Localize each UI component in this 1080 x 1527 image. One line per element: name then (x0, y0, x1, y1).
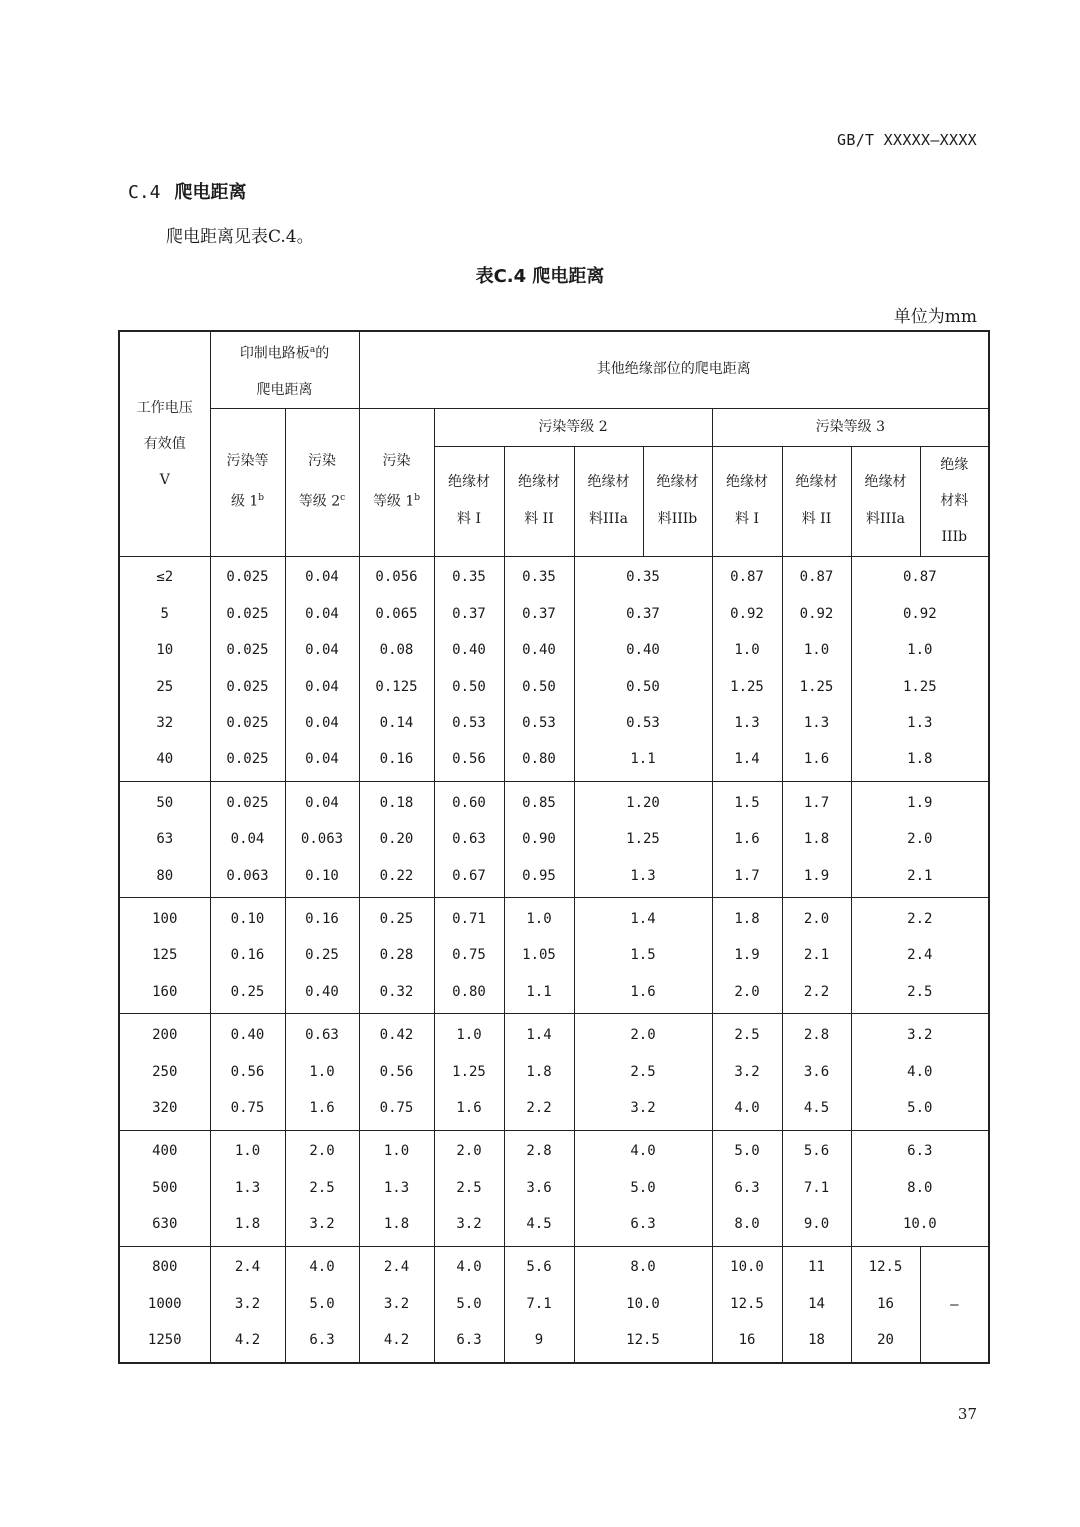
table-cell: 1.5 (712, 782, 782, 822)
table-row (119, 1014, 989, 1054)
table-cell: 2.0 (285, 1130, 359, 1170)
table-cell: 1000 (119, 1286, 210, 1322)
table-cell: 0.04 (285, 556, 359, 596)
table-cell: 0.40 (574, 632, 712, 668)
table-cell: 3.2 (712, 1054, 782, 1090)
table-cell: 0.04 (285, 742, 359, 782)
table-cell: 0.90 (504, 821, 574, 857)
table-cell: 5 (119, 596, 210, 632)
table-cell: 0.92 (782, 596, 851, 632)
table-cell: 1.8 (851, 742, 989, 782)
table-cell: 4.2 (359, 1322, 434, 1362)
table-cell: 0.67 (434, 858, 504, 898)
table-cell: 4.0 (851, 1054, 989, 1090)
table-cell-dash: — (920, 1246, 989, 1363)
table-cell: 2.1 (851, 858, 989, 898)
header-mat3-I: 绝缘材 料 I (712, 446, 782, 556)
table-cell: 2.2 (851, 898, 989, 938)
table-cell: 1.0 (851, 632, 989, 668)
table-cell: 0.37 (504, 596, 574, 632)
table-cell: 1.9 (782, 858, 851, 898)
table-cell: 2.5 (574, 1054, 712, 1090)
table-cell: 0.025 (210, 705, 285, 741)
table-cell: 0.50 (574, 669, 712, 705)
section-number: C.4 (128, 182, 161, 203)
table-cell: 0.04 (285, 596, 359, 632)
table-cell: 800 (119, 1246, 210, 1286)
table-cell: 0.40 (434, 632, 504, 668)
header-pd2: 污染等级 2 (434, 408, 712, 446)
header-pcb-pd2: 污染 等级 2$^c$ (285, 408, 359, 556)
table-cell: 5.6 (504, 1246, 574, 1286)
table-cell: 2.5 (712, 1014, 782, 1054)
header-pcb-group: 印制电路板$^a$的 爬电距离 (210, 331, 359, 408)
header-mat3-II: 绝缘材 料 II (782, 446, 851, 556)
table-cell: 1.6 (285, 1090, 359, 1130)
table-row (119, 669, 989, 705)
table-cell: 0.28 (359, 938, 434, 974)
table-cell: 1.9 (712, 938, 782, 974)
table-cell: 0.92 (712, 596, 782, 632)
table-cell: 160 (119, 974, 210, 1014)
table-row (119, 742, 989, 782)
table-row (119, 556, 989, 596)
table-cell: 4.0 (712, 1090, 782, 1130)
table-cell: 4.0 (574, 1130, 712, 1170)
table-cell: 0.063 (285, 821, 359, 857)
table-cell: 0.18 (359, 782, 434, 822)
table-cell: 0.065 (359, 596, 434, 632)
table-cell: 1.6 (712, 821, 782, 857)
table-row (119, 821, 989, 857)
table-cell: 1.25 (851, 669, 989, 705)
table-cell: 1.3 (359, 1170, 434, 1206)
table-cell: 4.5 (782, 1090, 851, 1130)
table-cell: 1.3 (712, 705, 782, 741)
table-row (119, 1246, 989, 1286)
table-cell: 0.37 (574, 596, 712, 632)
table-cell: 0.37 (434, 596, 504, 632)
table-cell: 0.56 (359, 1054, 434, 1090)
document-code: GB/T XXXXX—XXXX (837, 131, 977, 149)
section-intro: 爬电距离见表C.4。 (166, 227, 314, 247)
table-cell: 0.63 (434, 821, 504, 857)
table-cell: 1.6 (782, 742, 851, 782)
table-cell: 0.40 (504, 632, 574, 668)
table-cell: 4.5 (504, 1206, 574, 1246)
table-cell: 0.025 (210, 782, 285, 822)
table-cell: 4.0 (285, 1246, 359, 1286)
table-cell: 16 (851, 1286, 920, 1322)
header-mat3-IIIa: 绝缘材 料IIIa (851, 446, 920, 556)
table-cell: 0.35 (574, 556, 712, 596)
table-cell: 0.63 (285, 1014, 359, 1054)
table-cell: 2.0 (782, 898, 851, 938)
table-cell: 10.0 (574, 1286, 712, 1322)
table-cell: 2.4 (359, 1246, 434, 1286)
table-row (119, 858, 989, 898)
table-cell: 0.04 (285, 705, 359, 741)
table-cell: 1.6 (574, 974, 712, 1014)
page-number: 37 (957, 1405, 977, 1423)
table-cell: 0.40 (210, 1014, 285, 1054)
table-cell: 0.20 (359, 821, 434, 857)
table-cell: 0.25 (210, 974, 285, 1014)
table-cell: 250 (119, 1054, 210, 1090)
table-cell: 10.0 (712, 1246, 782, 1286)
table-cell: 0.025 (210, 596, 285, 632)
table-cell: 0.025 (210, 669, 285, 705)
table-title: 表C.4 爬电距离 (475, 266, 605, 287)
table-cell: 7.1 (504, 1286, 574, 1322)
table-cell: 320 (119, 1090, 210, 1130)
table-cell: 6.3 (712, 1170, 782, 1206)
table-cell: 0.16 (210, 938, 285, 974)
table-cell: 1.1 (574, 742, 712, 782)
table-cell: 0.04 (210, 821, 285, 857)
header-mat-IIIa: 绝缘材 料IIIa (574, 446, 643, 556)
table-cell: 100 (119, 898, 210, 938)
table-cell: 0.056 (359, 556, 434, 596)
table-cell: 14 (782, 1286, 851, 1322)
table-row (119, 938, 989, 974)
table-cell: 125 (119, 938, 210, 974)
table-cell: 0.025 (210, 556, 285, 596)
table-cell: 2.4 (210, 1246, 285, 1286)
table-cell: 6.3 (851, 1130, 989, 1170)
table-cell: 2.8 (782, 1014, 851, 1054)
table-cell: 1.0 (434, 1014, 504, 1054)
table-cell: 1.3 (210, 1170, 285, 1206)
table-cell: 1.0 (210, 1130, 285, 1170)
table-cell: 0.16 (285, 898, 359, 938)
table-cell: 0.063 (210, 858, 285, 898)
table-cell: 0.53 (504, 705, 574, 741)
table-cell: 1250 (119, 1322, 210, 1362)
table-cell: 0.42 (359, 1014, 434, 1054)
header-other-group: 其他绝缘部位的爬电距离 (359, 331, 989, 408)
table-cell: 8.0 (574, 1246, 712, 1286)
table-body (119, 556, 989, 1363)
table-cell: 3.6 (504, 1170, 574, 1206)
table-cell: 0.85 (504, 782, 574, 822)
table-cell: 3.2 (359, 1286, 434, 1322)
table-row (119, 1286, 989, 1322)
table-cell: 0.75 (434, 938, 504, 974)
table-cell: 0.125 (359, 669, 434, 705)
table-cell: 2.0 (712, 974, 782, 1014)
section-heading (128, 178, 247, 204)
table-cell: 0.53 (574, 705, 712, 741)
table-cell: 10.0 (851, 1206, 989, 1246)
table-cell: 1.3 (782, 705, 851, 741)
table-cell: 3.6 (782, 1054, 851, 1090)
table-cell: 0.025 (210, 632, 285, 668)
table-cell: 0.08 (359, 632, 434, 668)
table-row (119, 1130, 989, 1170)
table-cell: 1.8 (210, 1206, 285, 1246)
table-cell: 0.25 (359, 898, 434, 938)
table-cell: 32 (119, 705, 210, 741)
header-pd3: 污染等级 3 (712, 408, 989, 446)
table-cell: 16 (712, 1322, 782, 1362)
table-cell: 1.4 (574, 898, 712, 938)
table-cell: 8.0 (851, 1170, 989, 1206)
table-cell: 0.87 (782, 556, 851, 596)
table-cell: 1.0 (782, 632, 851, 668)
table-row (119, 782, 989, 822)
table-cell: 0.71 (434, 898, 504, 938)
table-cell: 5.0 (574, 1170, 712, 1206)
table-cell: 1.4 (712, 742, 782, 782)
table-cell: 1.8 (712, 898, 782, 938)
table-cell: 2.5 (851, 974, 989, 1014)
table-cell: 2.1 (782, 938, 851, 974)
table-cell: 630 (119, 1206, 210, 1246)
table-cell: 1.9 (851, 782, 989, 822)
table-cell: 1.20 (574, 782, 712, 822)
table-cell: 500 (119, 1170, 210, 1206)
table-cell: 3.2 (434, 1206, 504, 1246)
header-mat-II: 绝缘材 料 II (504, 446, 574, 556)
table-cell: 80 (119, 858, 210, 898)
table-row (119, 974, 989, 1014)
table-cell: 1.25 (574, 821, 712, 857)
table-cell: 0.025 (210, 742, 285, 782)
table-cell: 1.8 (782, 821, 851, 857)
table-cell: 1.8 (359, 1206, 434, 1246)
table-cell: 5.0 (851, 1090, 989, 1130)
table-cell: 1.05 (504, 938, 574, 974)
table-row (119, 898, 989, 938)
table-cell: 1.25 (782, 669, 851, 705)
table-cell: 20 (851, 1322, 920, 1362)
table-cell: 0.75 (359, 1090, 434, 1130)
table-cell: 1.0 (285, 1054, 359, 1090)
table-cell: 0.75 (210, 1090, 285, 1130)
table-cell: 2.0 (851, 821, 989, 857)
table-cell: 7.1 (782, 1170, 851, 1206)
table-cell: 10 (119, 632, 210, 668)
table-cell: 2.8 (504, 1130, 574, 1170)
section-title: 爬电距离 (174, 182, 247, 203)
table-cell: 1.0 (359, 1130, 434, 1170)
table-cell: 0.40 (285, 974, 359, 1014)
table-cell: 0.32 (359, 974, 434, 1014)
table-cell: 11 (782, 1246, 851, 1286)
table-cell: 3.2 (210, 1286, 285, 1322)
table-cell: 0.56 (434, 742, 504, 782)
table-cell: 5.0 (712, 1130, 782, 1170)
table-cell: 5.6 (782, 1130, 851, 1170)
table-cell: 0.10 (285, 858, 359, 898)
table-row (119, 1170, 989, 1206)
table-cell: 1.3 (851, 705, 989, 741)
table-cell: 0.87 (712, 556, 782, 596)
table-row (119, 596, 989, 632)
table-cell: 1.7 (782, 782, 851, 822)
table-cell: 0.80 (504, 742, 574, 782)
table-row (119, 1322, 989, 1362)
table-cell: 5.0 (434, 1286, 504, 1322)
header-mat-I: 绝缘材 料 I (434, 446, 504, 556)
table-cell: 4.0 (434, 1246, 504, 1286)
table-cell: 6.3 (285, 1322, 359, 1362)
table-cell: 2.4 (851, 938, 989, 974)
table-cell: 0.16 (359, 742, 434, 782)
table-cell: 1.1 (504, 974, 574, 1014)
table-cell: 8.0 (712, 1206, 782, 1246)
table-row (119, 705, 989, 741)
table-cell: 0.25 (285, 938, 359, 974)
table-cell: 2.2 (782, 974, 851, 1014)
table-cell: 2.2 (504, 1090, 574, 1130)
table-cell: 0.50 (504, 669, 574, 705)
table-unit: 单位为mm (893, 307, 977, 327)
table-cell: 1.3 (574, 858, 712, 898)
table-cell: 1.0 (504, 898, 574, 938)
table-cell: 25 (119, 669, 210, 705)
table-cell: 1.5 (574, 938, 712, 974)
table-cell: 2.0 (434, 1130, 504, 1170)
table-cell: 1.25 (434, 1054, 504, 1090)
table-cell: 9 (504, 1322, 574, 1362)
table-cell: 1.8 (504, 1054, 574, 1090)
table-cell: 5.0 (285, 1286, 359, 1322)
header-other-pd1: 污染 等级 1$^b$ (359, 408, 434, 556)
table-cell: 0.60 (434, 782, 504, 822)
table-cell: 2.0 (574, 1014, 712, 1054)
table-cell: 1.0 (712, 632, 782, 668)
table-cell: 0.56 (210, 1054, 285, 1090)
table-cell: 18 (782, 1322, 851, 1362)
table-cell: 12.5 (851, 1246, 920, 1286)
table-cell: ≤2 (119, 556, 210, 596)
table-row (119, 1054, 989, 1090)
table-cell: 6.3 (574, 1206, 712, 1246)
table-cell: 6.3 (434, 1322, 504, 1362)
table-cell: 0.92 (851, 596, 989, 632)
creepage-distance-table (118, 330, 990, 1364)
header-voltage: 工作电压 有效值 V (119, 331, 210, 556)
table-cell: 0.14 (359, 705, 434, 741)
table-cell: 3.2 (851, 1014, 989, 1054)
table-cell: 1.6 (434, 1090, 504, 1130)
table-cell: 1.4 (504, 1014, 574, 1054)
table-cell: 12.5 (712, 1286, 782, 1322)
table-cell: 0.50 (434, 669, 504, 705)
table-row (119, 1090, 989, 1130)
table-cell: 0.22 (359, 858, 434, 898)
table-cell: 0.87 (851, 556, 989, 596)
table-cell: 9.0 (782, 1206, 851, 1246)
table-row (119, 1206, 989, 1246)
table-cell: 2.5 (285, 1170, 359, 1206)
table-cell: 4.2 (210, 1322, 285, 1362)
header-mat-IIIb: 绝缘材 料IIIb (643, 446, 712, 556)
table-cell: 1.7 (712, 858, 782, 898)
table-cell: 0.80 (434, 974, 504, 1014)
table-cell: 50 (119, 782, 210, 822)
table-cell: 200 (119, 1014, 210, 1054)
table-cell: 40 (119, 742, 210, 782)
header-pcb-pd1: 污染等 级 1$^b$ (210, 408, 285, 556)
table-cell: 400 (119, 1130, 210, 1170)
table-cell: 0.04 (285, 782, 359, 822)
table-cell: 0.10 (210, 898, 285, 938)
table-cell: 0.35 (434, 556, 504, 596)
table-cell: 0.95 (504, 858, 574, 898)
table-cell: 1.25 (712, 669, 782, 705)
table-cell: 0.04 (285, 632, 359, 668)
table-cell: 2.5 (434, 1170, 504, 1206)
table-cell: 0.35 (504, 556, 574, 596)
table-cell: 63 (119, 821, 210, 857)
table-cell: 3.2 (574, 1090, 712, 1130)
header-mat3-IIIb: 绝缘 材料 IIIb (920, 446, 989, 556)
table-cell: 12.5 (574, 1322, 712, 1362)
table-cell: 3.2 (285, 1206, 359, 1246)
table-cell: 0.53 (434, 705, 504, 741)
table-row (119, 632, 989, 668)
table-cell: 0.04 (285, 669, 359, 705)
